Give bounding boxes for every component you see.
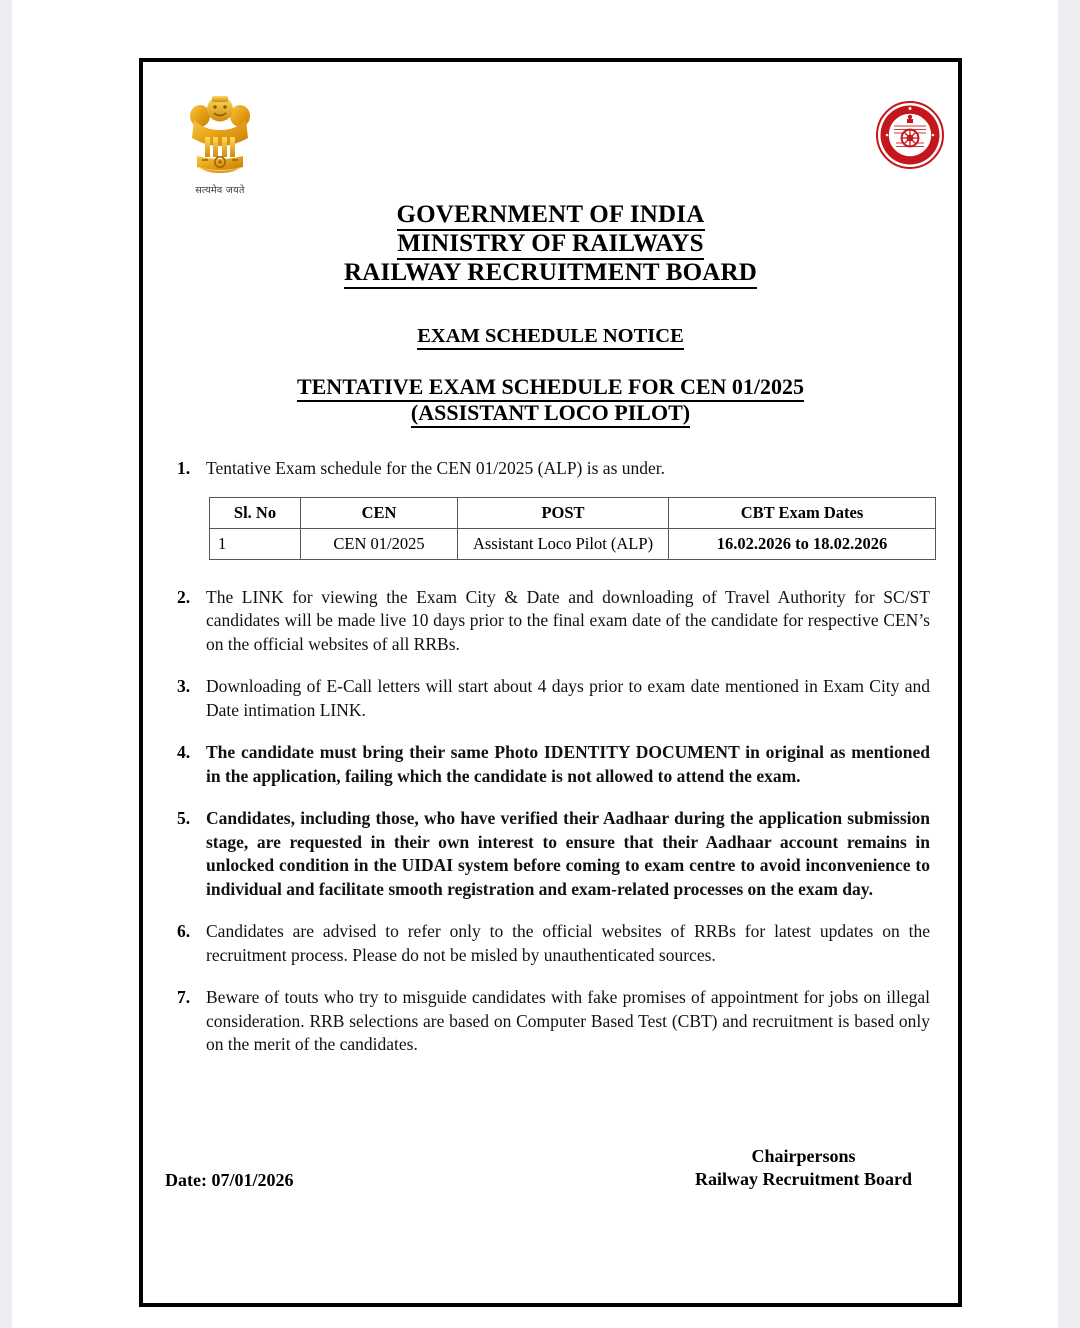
list-item [177,586,930,657]
column-header-post: POST [458,497,669,528]
list-item-text: Tentative Exam schedule for the CEN 01/2025 (ALP) is as under. [206,458,666,478]
list-item [177,741,930,788]
list-item-number: 4. [177,742,191,762]
signatory-block [695,1145,912,1191]
table-row [210,528,936,559]
list-item-number: 2. [177,586,191,607]
signatory-title: Chairpersons [751,1146,856,1166]
heading-government-of-india: GOVERNMENT OF INDIA [143,200,958,229]
list-item [177,920,930,967]
cell-post: Assistant Loco Pilot (ALP) [458,528,669,559]
heading-exam-schedule-notice: EXAM SCHEDULE NOTICE [143,324,958,348]
list-item-number: 5. [177,808,191,828]
indian-railways-emblem [874,99,946,171]
list-item-text: Candidates, including those, who have verified their Aadhaar during the application submission stage, are requested in their own interest to ensure that their Aadhaar account remains in unlocked condition in the UIDAI system before coming to exam centre to avoid inconvenience to individual and facilitate smooth registration and exam-related processes on the exam day. [206,808,930,899]
heading-ministry-of-railways: MINISTRY OF RAILWAYS [143,229,958,258]
list-item-text: Beware of touts who try to misguide candidates with fake promises of appointment for jobs on illegal consideration. RRB selections are based on Computer Based Test (CBT) and recruitment is based only on the merit of the candidates. [206,987,930,1054]
heading-subtitle-line2: (ASSISTANT LOCO PILOT) [143,400,958,426]
document-page-sheet [12,0,1058,1328]
table-header-row [210,497,936,528]
document-headings [143,200,958,426]
column-header-cbt-exam-dates: CBT Exam Dates [669,497,936,528]
heading-subtitle-line1: TENTATIVE EXAM SCHEDULE FOR CEN 01/2025 [143,374,958,400]
list-item [177,457,930,481]
government-of-india-emblem [181,94,259,196]
document-border-frame [139,58,962,1307]
list-item-number: 7. [177,987,191,1007]
list-item-text: The LINK for viewing the Exam City & Date and downloading of Travel Authority for SC/ST candidates will be made live 10 days prior to the final exam date of the candidate for respective CEN’s on the official websites of all RRBs. [206,586,930,654]
list-item-text: Downloading of E-Call letters will start about 4 days prior to exam date mentioned in Exam City and Date intimation LINK. [206,676,930,720]
list-item [177,986,930,1057]
list-item-number: 1. [177,458,191,478]
list-item-text: The candidate must bring their same Photo IDENTITY DOCUMENT in original as mentioned in the application, failing which the candidate is not allowed to attend the exam. [206,742,930,786]
cell-cbt-exam-dates: 16.02.2026 to 18.02.2026 [669,528,936,559]
exam-schedule-table [209,497,936,560]
heading-railway-recruitment-board: RAILWAY RECRUITMENT BOARD [143,258,958,287]
list-item-number: 3. [177,676,191,696]
list-item [177,675,930,722]
notice-body [177,457,930,1076]
list-item [177,807,930,901]
signatory-organisation: Railway Recruitment Board [695,1169,912,1189]
issue-date: Date: 07/01/2026 [165,1170,294,1190]
column-header-cen: CEN [301,497,458,528]
list-item-text: Candidates are advised to refer only to the official websites of RRBs for latest updates on the recruitment process. Please do not be misled by unauthenticated sources. [206,921,930,965]
list-item-number: 6. [177,921,191,941]
heading-tentative-exam-schedule [143,374,958,426]
document-footer [143,1133,958,1191]
column-header-sl-no: Sl. No [210,497,301,528]
ashoka-lion-capital-icon [181,94,259,182]
cell-cen: CEN 01/2025 [301,528,458,559]
exam-schedule-table-wrapper [209,497,888,560]
satyameva-jayate-motto: सत्यमेव जयते [195,185,245,196]
indian-railways-logo-icon [874,99,946,171]
cell-sl-no: 1 [210,528,301,559]
